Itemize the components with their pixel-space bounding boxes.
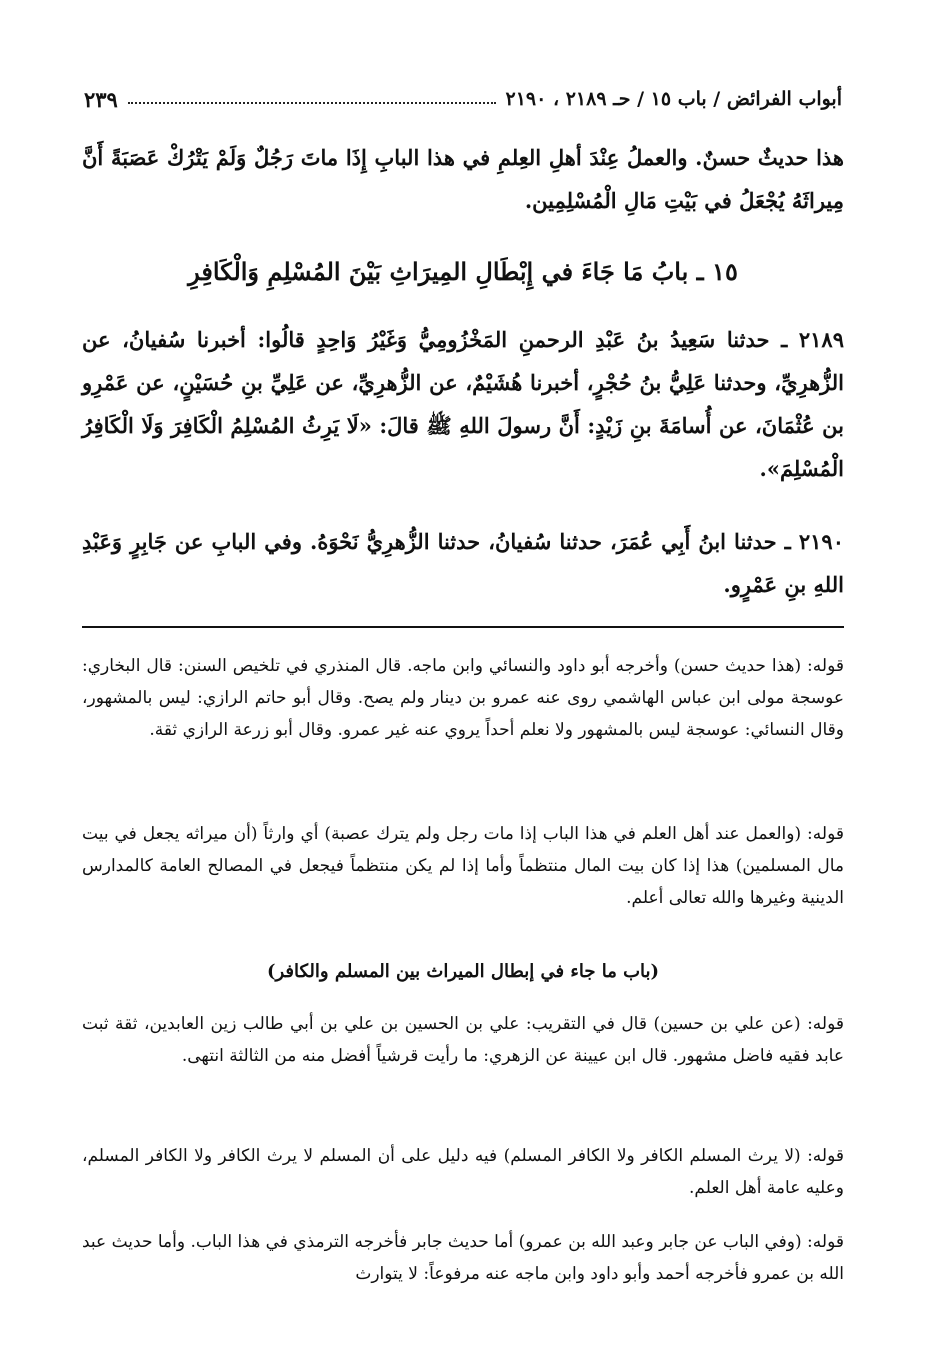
hadith-2190: ٢١٩٠ ـ حدثنا ابنُ أَبِي عُمَرَ، حدثنا سُفيانُ، حدثنا الزُّهرِيُّ نَحْوَهُ. وفي البابِ عن جَابِرٍ وَعَبْدِ اللهِ بنِ عَمْرٍو.: [82, 529, 844, 597]
commentary-note-2: قوله: (والعمل عند أهل العلم في هذا الباب إذا مات رجل ولم يترك عصبة) أي وارثاً (أن ميراثه يجعل في بيت مال المسلمين) هذا إذا كان بيت المال منتظماً وأما إذا لم يكن منتظماً فيجعل في المصالح العامة كالمدارس الدينية وغيرها والله تعالى أعلم.: [82, 824, 844, 908]
footnote-divider: [82, 626, 844, 628]
chapter-title: ١٥ ـ بابُ مَا جَاءَ في إِبْطَالِ المِيرَاثِ بَيْنَ المُسْلِمِ وَالْكَافِرِ: [188, 257, 738, 286]
header-title: أبواب الفرائض / باب ١٥ / حـ ٢١٨٩ ، ٢١٩٠: [505, 88, 842, 110]
commentary-note-4: قوله: (لا يرث المسلم الكافر ولا الكافر المسلم) فيه دليل على أن المسلم لا يرث الكافر ولا الكافر المسلم، وعليه عامة أهل العلم.: [82, 1146, 844, 1198]
commentary-note-3: قوله: (عن علي بن حسين) قال في التقريب: علي بن الحسين بن علي بن أبي طالب زين العابدين، ثقة ثبت عابد فقيه فاضل مشهور. قال ابن عيينة عن الزهري: ما رأيت قرشياً أفضل منه من الثالثة انتهى.: [82, 1014, 845, 1066]
commentary-note-1: قوله: (هذا حديث حسن) وأخرجه أبو داود والنسائي وابن ماجه. قال المنذري في تلخيص السنن: قال البخاري: عوسجة مولى ابن عباس الهاشمي روى عنه عمرو بن دينار ولم يصح. وقال أبو حاتم الرازي: ليس بالمشهور، وقال النسائي: عوسجة ليس بالمشهور ولا نعلم أحداً يروي عنه غير عمرو. وقال أبو زرعة الرازي ثقة.: [82, 656, 844, 740]
commentary-note-5: قوله: (وفي الباب عن جابر وعبد الله بن عمرو) أما حديث جابر فأخرجه الترمذي في هذا الباب. وأما حديث عبد الله بن عمرو فأخرجه أحمد وأبو داود وابن ماجه عنه مرفوعاً: لا يتوارث: [82, 1232, 844, 1284]
page-number: ٢٣٩: [84, 86, 118, 112]
hadith-2189: ٢١٨٩ ـ حدثنا سَعِيدُ بنُ عَبْدِ الرحمنِ المَخْزُومِيُّ وَغَيْرُ وَاحِدٍ قالُوا: أخبرنا سُفيانُ، عن الزُّهرِيِّ، وحدثنا عَلِيُّ بنُ حُجْرٍ، أخبرنا هُشَيْمٌ، عن الزُّهرِيِّ، عن عَلِيِّ بنِ حُسَيْنٍ، عن عَمْرِو بن عُثْمَانَ، عن أُسامَةَ بنِ زَيْدٍ: أَنَّ رسولَ اللهِ ﷺ قالَ: «لَا يَرِثُ المُسْلِمُ الْكَافِرَ وَلَا الْكَافِرُ الْمُسْلِمَ».: [82, 327, 844, 481]
running-header: [84, 84, 842, 114]
commentary-subtitle: (باب ما جاء في إبطال الميراث بين المسلم والكافر): [266, 961, 660, 982]
header-leader-dots: [128, 94, 496, 104]
closing-paragraph: هذا حديثٌ حسنٌ. والعملُ عِنْدَ أهلِ العِلمِ في هذا البابِ إِذَا ماتَ رَجُلٌ وَلَمْ يَتْرُكْ عَصَبَةً أَنَّ مِيراثَهُ يُجْعَلُ في بَيْتِ مَالِ الْمُسْلِمِين.: [82, 145, 844, 213]
